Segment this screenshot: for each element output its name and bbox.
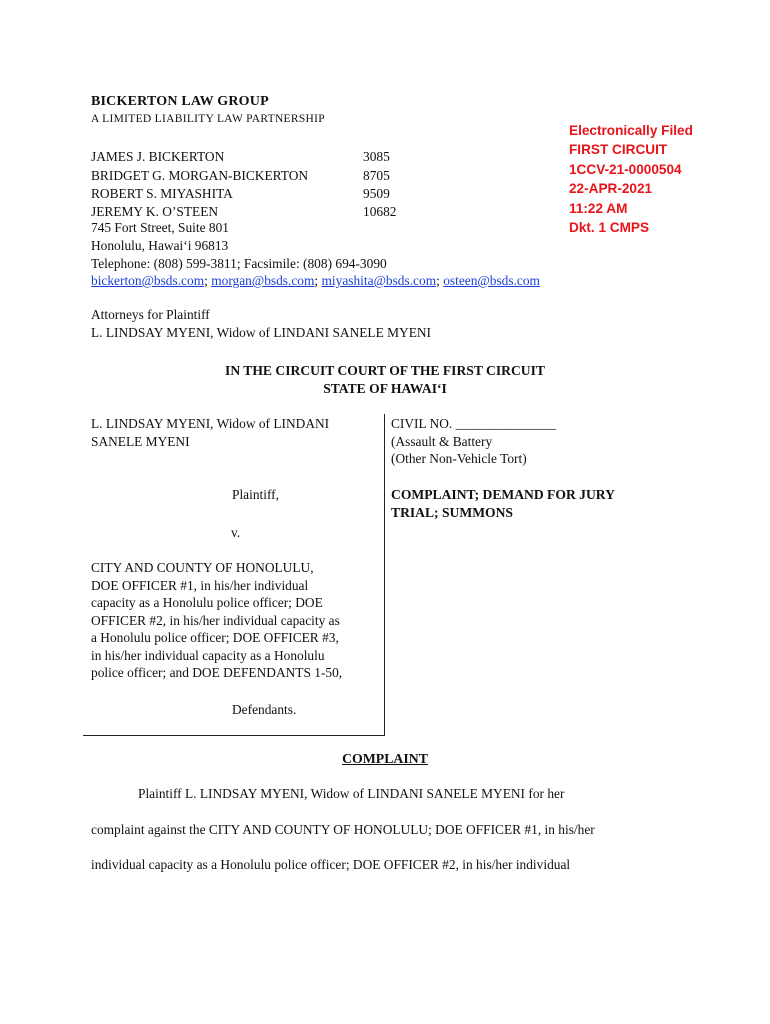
document-title-line: TRIAL; SUMMONS [391,504,513,520]
attorneys-for-client: L. LINDSAY MYENI, Widow of LINDANI SANELE MYENI [91,324,432,340]
email-link-miyashita[interactable]: miyashita@bsds.com [321,273,437,288]
court-name: IN THE CIRCUIT COURT OF THE FIRST CIRCUIT [225,363,545,378]
attorney-list [91,148,423,221]
defendants-role: Defendants. [232,702,297,717]
attorney-number: 10682 [363,203,397,219]
versus-label: v. [231,525,241,540]
firm-address [91,219,387,274]
plaintiff-name-line: L. LINDSAY MYENI, Widow of LINDANI [91,416,330,431]
civil-number: CIVIL NO. _______________ [391,416,557,431]
firm-subtitle: A LIMITED LIABILITY LAW PARTNERSHIP [91,113,325,125]
stamp-line: FIRST CIRCUIT [569,142,668,158]
defendant-line: in his/her individual capacity as a Honolulu [91,647,325,663]
document-title [391,486,615,521]
stamp-line: 11:22 AM [569,200,628,216]
attorneys-for-line: Attorneys for Plaintiff [91,307,210,322]
complaint-body [91,786,595,893]
attorney-row [91,148,423,166]
attorneys-for [91,306,431,341]
email-link-osteen[interactable]: osteen@bsds.com [443,273,540,288]
defendant-line: CITY AND COUNTY OF HONOLULU, [91,560,314,575]
civil-number-block [391,415,556,468]
case-type: (Other Non-Vehicle Tort) [391,451,527,466]
attorney-name: BRIDGET G. MORGAN-BICKERTON [91,167,309,183]
email-link-bickerton[interactable]: bickerton@bsds.com [91,273,205,288]
attorney-name: ROBERT S. MIYASHITA [91,185,233,201]
email-link-morgan[interactable]: morgan@bsds.com [211,273,315,288]
address-phone: Telephone: (808) 599-3811; Facsimile: (808) 694-3090 [91,256,387,272]
complaint-heading: COMPLAINT [342,751,428,766]
plaintiff-role: Plaintiff, [232,487,279,502]
document-title-line: COMPLAINT; DEMAND FOR JURY [391,487,615,502]
caption-defendants [91,559,381,682]
stamp-line: Electronically Filed [569,123,693,138]
attorney-row [91,166,423,184]
attorney-number: 9509 [363,185,390,201]
attorney-name: JEREMY K. O’STEEN [91,203,219,219]
caption-plaintiff [91,415,376,450]
court-state: STATE OF HAWAI‘I [323,380,447,396]
attorney-number: 8705 [363,167,390,183]
defendant-line: OFFICER #2, in his/her individual capacity as [91,612,340,628]
attorney-row [91,184,423,202]
court-heading [0,362,770,397]
stamp-line: 1CCV-21-0000504 [569,161,682,177]
stamp-line: Dkt. 1 CMPS [569,220,650,236]
body-line: complaint against the CITY AND COUNTY OF HONOLULU; DOE OFFICER #1, in his/her [91,821,595,837]
address-street: 745 Fort Street, Suite 801 [91,220,229,235]
body-line: individual capacity as a Honolulu police officer; DOE OFFICER #2, in his/her individual [91,857,571,872]
defendant-line: DOE OFFICER #1, in his/her individual [91,577,309,593]
caption-vertical-divider [384,414,385,736]
attorney-number: 3085 [363,149,390,165]
defendant-line: police officer; and DOE DEFENDANTS 1-50, [91,665,343,680]
defendant-line: a Honolulu police officer; DOE OFFICER #3, [91,630,339,645]
body-line: Plaintiff L. LINDSAY MYENI, Widow of LINDANI SANELE MYENI for her [138,786,565,801]
attorney-name: JAMES J. BICKERTON [91,149,225,165]
case-type: (Assault & Battery [391,433,493,449]
caption-horizontal-divider [83,735,385,736]
email-list: bickerton@bsds.com; morgan@bsds.com; miyashita@bsds.com; osteen@bsds.com [91,273,540,288]
stamp-line: 22-APR-2021 [569,181,653,197]
filing-stamp [569,121,693,237]
address-city: Honolulu, Hawai‘i 96813 [91,238,229,254]
firm-name: BICKERTON LAW GROUP [91,94,269,109]
defendant-line: capacity as a Honolulu police officer; DOE [91,595,323,610]
plaintiff-name-line: SANELE MYENI [91,433,190,449]
